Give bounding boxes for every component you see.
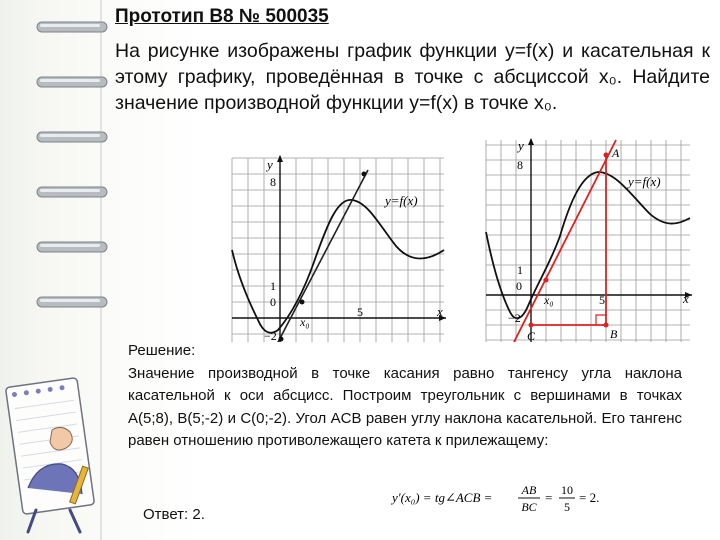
point-b-marker <box>604 323 609 328</box>
y-axis-arrow-icon <box>528 138 534 145</box>
formula-frac2-denominator: 5 <box>564 500 570 514</box>
formula-equals: = <box>545 490 553 505</box>
function-graph-left <box>229 154 447 342</box>
formula-lhs: y′(x₀) = tg∠ACB = <box>392 490 493 505</box>
y-axis-arrow-icon <box>277 155 283 162</box>
tick-label-0: 0 <box>270 295 276 309</box>
y-axis-label: y <box>518 138 524 153</box>
curve-label: y=f(x) <box>628 174 661 189</box>
notebook-clipart-icon <box>0 370 110 540</box>
function-graph-right <box>482 137 693 342</box>
point-c-marker <box>529 323 534 328</box>
tick-label-1: 1 <box>517 263 523 277</box>
x-axis-label: x <box>683 291 689 306</box>
problem-heading: Прототип B8 № 500035 <box>115 6 329 27</box>
binder-ring-icon <box>36 73 108 91</box>
x0-label: x₀ <box>300 315 310 329</box>
y-axis-label: y <box>267 157 273 172</box>
binder-ring-icon <box>36 128 108 146</box>
tangent-line-right <box>514 140 616 342</box>
curve-label: y=f(x) <box>385 193 418 208</box>
line-point-top-left <box>362 172 367 177</box>
solution-block <box>128 340 682 453</box>
point-c-label: C <box>527 329 536 342</box>
tangent-point-right <box>544 278 549 283</box>
problem-statement: На рисунке изображены график функции y=f(x) и касательная к этому графику, проведённая в точке с абсциссой x₀. Найдите значение производной функции y=f(x) в точке x₀. <box>115 40 710 114</box>
tick-label-1: 1 <box>270 279 276 293</box>
tick-label-8: 8 <box>517 158 523 172</box>
formula-frac1-numerator: AB <box>521 483 537 497</box>
binder-ring-icon <box>36 183 108 201</box>
derivative-formula <box>390 478 630 518</box>
tick-label-0: 0 <box>516 279 522 293</box>
binder-ring-icon <box>36 238 108 256</box>
formula-result: = 2. <box>579 490 600 505</box>
tick-label-neg2: −2 <box>264 329 277 342</box>
tangent-point-left <box>300 300 305 305</box>
point-a-marker <box>604 153 609 158</box>
grid-left <box>232 158 444 342</box>
point-a-label: A <box>612 146 620 160</box>
formula-frac1-denominator: BC <box>521 500 537 514</box>
binder-ring-icon <box>36 293 108 311</box>
formula-frac2-numerator: 10 <box>561 483 573 497</box>
binder-ring-icon <box>36 18 108 36</box>
tick-label-5: 5 <box>357 305 363 319</box>
x-axis-label: x <box>437 304 443 319</box>
tangent-line-left <box>276 170 368 342</box>
solution-text: Значение производной в точке касания равно тангенсу угла наклона касательной к оси абсцисс. Построим треугольник с вершинами в точках A(5;8), B(5;-2) и C(0;-2). Угол ACB равен углу наклона касательной. Его тангенс равен отношению противолежащего катета к прилежащему: <box>128 364 682 449</box>
tick-label-5: 5 <box>599 293 605 307</box>
tick-label-neg2: −2 <box>508 311 521 325</box>
x0-label: x₀ <box>544 293 554 307</box>
answer-text: Ответ: 2. <box>143 506 205 523</box>
point-b-label: B <box>610 327 618 341</box>
solution-title: Решение: <box>128 342 196 359</box>
tick-label-8: 8 <box>270 175 276 189</box>
